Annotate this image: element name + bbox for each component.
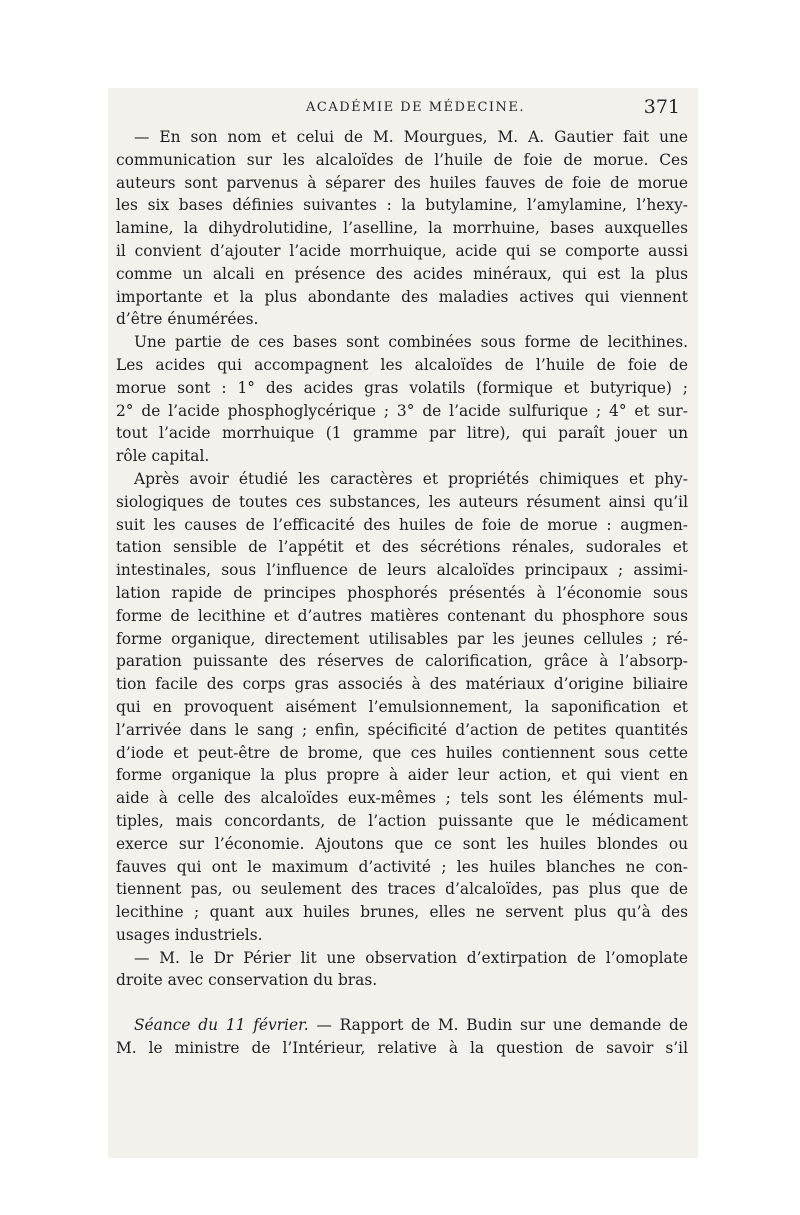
text-line: Une partie de ces bases sont combinées sous forme de lecithines.	[134, 333, 688, 352]
text-line: les six bases définies suivantes : la butylamine, l’amylamine, l’hexy-	[116, 196, 688, 215]
text-line: paration puissante des réserves de calorification, grâce à l’absorp-	[116, 652, 688, 671]
text-line: auteurs sont parvenus à séparer des huiles fauves de foie de morue	[116, 173, 688, 192]
text-line: morue sont : 1° des acides gras volatils (formique et butyrique) ;	[116, 378, 688, 397]
text-line: l’arrivée dans le sang ; enfin, spécificité d’action de petites quantités	[116, 720, 688, 739]
paragraph-lines	[116, 126, 688, 992]
text-line: aide à celle des alcaloïdes eux-mêmes ; tels sont les éléments mul-	[116, 789, 688, 808]
text-line: tion facile des corps gras associés à des matériaux d’origine biliaire	[116, 675, 688, 694]
text-line: exerce sur l’économie. Ajoutons que ce sont les huiles blondes ou	[116, 834, 688, 853]
seance-line-1	[116, 1014, 688, 1037]
text-line: forme organique, directement utilisables par les jeunes cellules ; ré-	[116, 629, 688, 648]
text-line: 2° de l’acide phosphoglycérique ; 3° de l’acide sulfurique ; 4° et sur-	[116, 401, 688, 420]
text-line: tation sensible de l’appétit et des sécrétions rénales, sudorales et	[116, 538, 688, 557]
section-gap	[116, 992, 688, 1014]
text-line: d’iode et peut-être de brome, que ces huiles contiennent sous cette	[116, 743, 688, 762]
page-number: 371	[643, 96, 680, 118]
text-line: suit les causes de l’efficacité des huiles de foie de morue : augmen-	[116, 515, 688, 534]
text-line: forme de lecithine et d’autres matières contenant du phosphore sous	[116, 606, 688, 625]
text-line: — M. le Dr Périer lit une observation d’extirpation de l’omoplate	[134, 948, 688, 967]
seance-line-2: M. le ministre de l’Intérieur, relative à la question de savoir s’il	[116, 1039, 688, 1058]
text-line: siologiques de toutes ces substances, les auteurs résument ainsi qu’il	[116, 492, 688, 511]
text-line: communication sur les alcaloïdes de l’huile de foie de morue. Ces	[116, 150, 688, 169]
body-text	[116, 126, 688, 1060]
text-line: intestinales, sous l’influence de leurs alcaloïdes principaux ; assimi-	[116, 561, 688, 580]
text-line: — En son nom et celui de M. Mourgues, M. A. Gautier fait une	[134, 128, 688, 146]
text-line: comme un alcali en présence des acides minéraux, qui est la plus	[116, 264, 688, 283]
text-line: droite avec conservation du bras.	[116, 971, 378, 990]
text-line: usages industriels.	[116, 925, 263, 944]
seance-line-1-rest: — Rapport de M. Budin sur une demande de	[308, 1016, 688, 1035]
text-line: Après avoir étudié les caractères et propriétés chimiques et phy-	[134, 469, 688, 488]
seance-date: Séance du 11 février.	[134, 1016, 309, 1035]
text-line: lation rapide de principes phosphorés présentés à l’économie sous	[116, 583, 688, 602]
text-line: il convient d’ajouter l’acide morrhuique, acide qui se comporte aussi	[116, 241, 688, 260]
running-head	[116, 96, 686, 126]
text-line: d’être énumérées.	[116, 310, 259, 329]
text-line: tout l’acide morrhuique (1 gramme par litre), qui paraît jouer un	[116, 424, 688, 443]
text-line: Les acides qui accompagnent les alcaloïdes de l’huile de foie de	[116, 355, 688, 374]
text-line: rôle capital.	[116, 447, 210, 466]
text-line: tiennent pas, ou seulement des traces d’alcaloïdes, pas plus que de	[116, 880, 688, 899]
text-line: forme organique la plus propre à aider leur action, et qui vient en	[116, 766, 688, 785]
text-line: lamine, la dihydrolutidine, l’aselline, la morrhuine, bases auxquelles	[116, 219, 688, 238]
text-line: lecithine ; quant aux huiles brunes, elles ne servent plus qu’à des	[116, 903, 688, 922]
text-line: importante et la plus abondante des maladies actives qui viennent	[116, 287, 688, 306]
text-line: qui en provoquent aisément l’emulsionnement, la saponification et	[116, 697, 688, 716]
text-line: tiples, mais concordants, de l’action puissante que le médicament	[116, 811, 688, 830]
running-head-title: ACADÉMIE DE MÉDECINE.	[306, 100, 526, 115]
text-line: fauves qui ont le maximum d’activité ; les huiles blanches ne con-	[116, 857, 688, 876]
